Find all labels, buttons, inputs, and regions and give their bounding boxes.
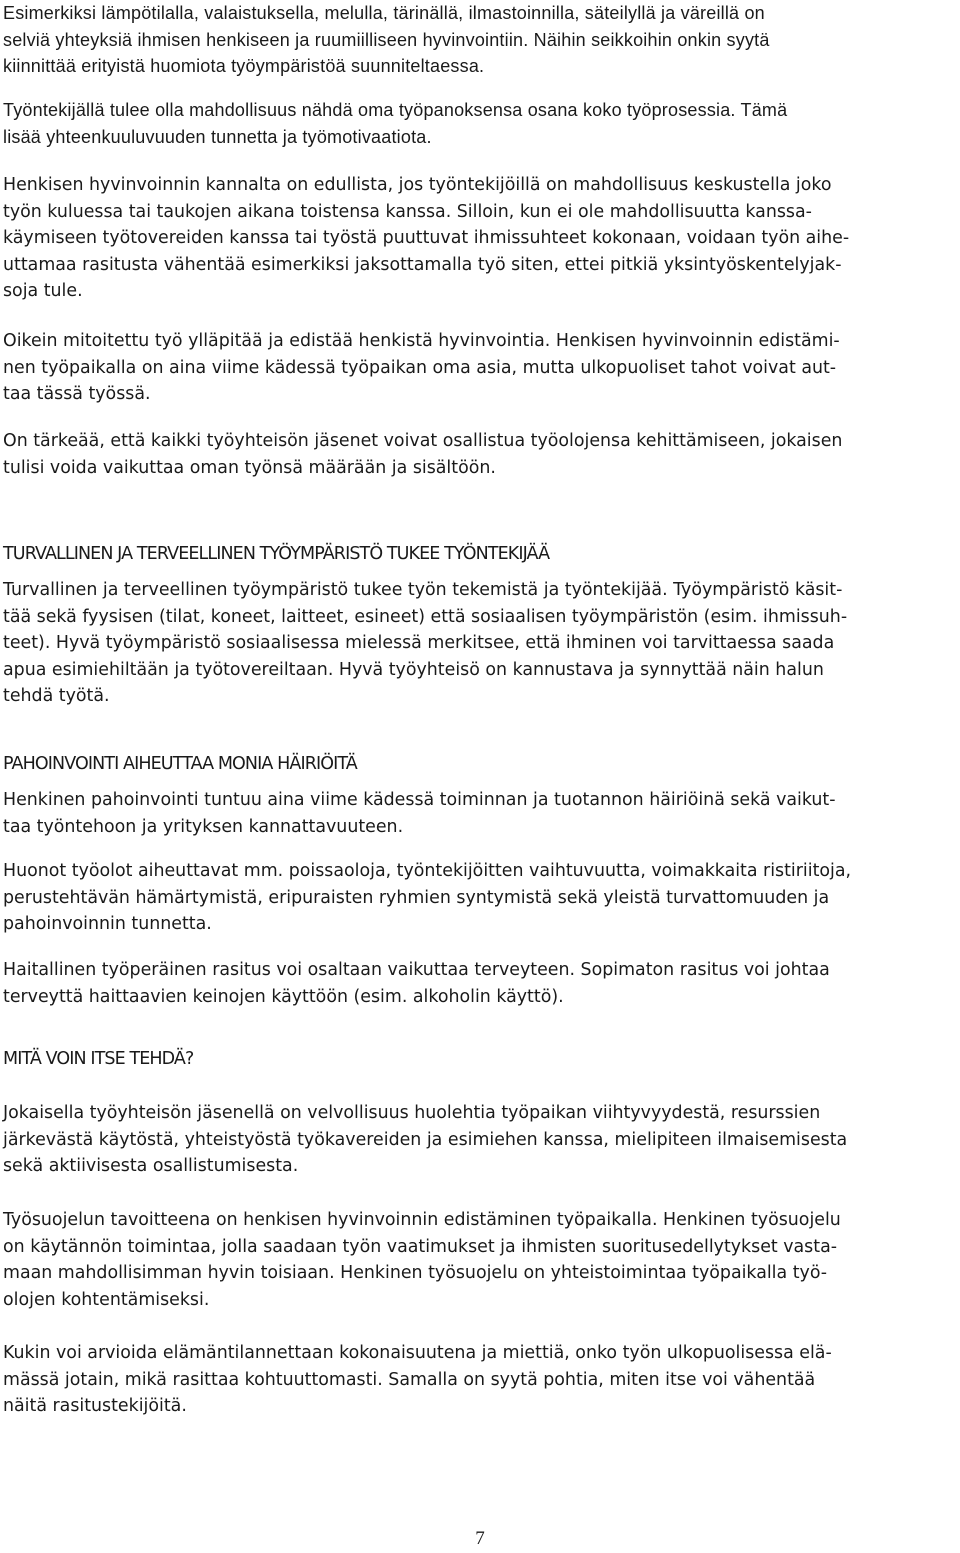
text-line: pahoinvoinnin tunnetta. <box>3 914 212 934</box>
text-line: käymiseen työtovereiden kanssa tai työstä puuttuvat ihmissuhteet kokonaan, voidaan työn aihe- <box>3 228 850 248</box>
text-line: näitä rasitustekijöitä. <box>3 1396 187 1416</box>
paragraph <box>3 1100 958 1180</box>
text-line: Kukin voi arvioida elämäntilannettaan kokonaisuutena ja miettiä, onko työn ulkopuolisessa elä- <box>3 1343 832 1363</box>
text-line: Huonot työolot aiheuttavat mm. poissaoloja, työntekijöitten vaihtuvuutta, voimakkaita ristiriitoja, <box>3 861 852 881</box>
text-line: selviä yhteyksiä ihmisen henkiseen ja ruumiilliseen hyvinvointiin. Näihin seikkoihin onkin syytä <box>3 29 770 50</box>
text-line: tää sekä fyysisen (tilat, koneet, laitteet, esineet) että sosiaalisen työympäristön (esim. ihmissuh- <box>3 606 848 627</box>
text-line: mässä jotain, mikä rasittaa kohtuuttomasti. Samalla on syytä pohtia, miten itse voi vähentää <box>3 1369 816 1390</box>
paragraph <box>3 328 958 408</box>
paragraph <box>3 1207 958 1313</box>
paragraph <box>3 1340 958 1420</box>
text-line: Työntekijällä tulee olla mahdollisuus nähdä oma työpanoksensa osana koko työprosessia. Tämä <box>3 100 788 120</box>
text-line: uttamaa rasitusta vähentää esimerkiksi jaksottamalla työ siten, ettei pitkiä yksintyöskentelyjak- <box>3 254 842 275</box>
text-line: Oikein mitoitettu työ ylläpitää ja edistää henkistä hyvinvointia. Henkisen hyvinvoinnin edistämi- <box>3 331 840 351</box>
text-line: apua esimiehiltään ja työtovereiltaan. Hyvä työyhteisö on kannustava ja synnyttää näin halun <box>3 659 824 680</box>
paragraph <box>3 0 958 80</box>
text-line: taa tässä työssä. <box>3 384 151 404</box>
text-line: soja tule. <box>3 281 83 301</box>
text-line: lisää yhteenkuuluvuuden tunnetta ja työmotivaatiota. <box>3 126 432 147</box>
text-line: taa työntehoon ja yrityksen kannattavuuteen. <box>3 816 404 837</box>
text-line: Esimerkiksi lämpötilalla, valaistuksella, melulla, tärinällä, ilmastoinnilla, säteilyllä ja väreillä on <box>3 3 765 23</box>
text-line: teet). Hyvä työympäristö sosiaalisessa mielessä merkitsee, että ihminen voi tarvittaessa saada <box>3 633 835 653</box>
page-number: 7 <box>475 1528 485 1549</box>
paragraph <box>3 172 958 305</box>
text-line: kiinnittää erityistä huomiota työympäristöä suunniteltaessa. <box>3 56 485 76</box>
section-heading: MITÄ VOIN ITSE TEHDÄ? <box>3 1049 194 1069</box>
paragraph <box>3 97 958 150</box>
section-heading: TURVALLINEN JA TERVEELLINEN TYÖYMPÄRISTÖ TUKEE TYÖNTEKIJÄÄ <box>3 544 550 564</box>
text-line: Turvallinen ja terveellinen työympäristö tukee työn tekemistä ja työntekijää. Työympäristö käsit- <box>3 580 843 600</box>
text-line: järkevästä käytöstä, yhteistyöstä työkavereiden ja esimiehen kanssa, mielipiteen ilmaisemisesta <box>3 1129 848 1150</box>
text-line: on käytännön toimintaa, jolla saadaan työn vaatimukset ja ihmisten suoritusedellytykset vasta- <box>3 1236 837 1257</box>
paragraph <box>3 858 958 938</box>
text-line: Työsuojelun tavoitteena on henkisen hyvinvoinnin edistäminen työpaikalla. Henkinen työsuojelu <box>3 1210 841 1230</box>
text-line: nen työpaikalla on aina viime kädessä työpaikan oma asia, mutta ulkopuoliset tahot voivat aut- <box>3 357 837 378</box>
paragraph <box>3 957 958 1010</box>
text-line: Haitallinen työperäinen rasitus voi osaltaan vaikuttaa terveyteen. Sopimaton rasitus voi johtaa <box>3 960 830 980</box>
section-heading: PAHOINVOINTI AIHEUTTAA MONIA HÄIRIÖITÄ <box>3 754 357 774</box>
text-line: terveyttä haittaavien keinojen käyttöön (esim. alkoholin käyttö). <box>3 986 564 1007</box>
text-line: sekä aktiivisesta osallistumisesta. <box>3 1156 299 1176</box>
text-line: Jokaisella työyhteisön jäsenellä on velvollisuus huolehtia työpaikan viihtyvyydestä, resurssien <box>3 1103 821 1123</box>
paragraph <box>3 428 958 481</box>
text-line: maan mahdollisimman hyvin toisiaan. Henkinen työsuojelu on yhteistoimintaa työpaikalla työ- <box>3 1263 828 1283</box>
text-line: Henkisen hyvinvoinnin kannalta on edullista, jos työntekijöillä on mahdollisuus keskustella joko <box>3 175 832 195</box>
paragraph <box>3 787 958 840</box>
text-line: tehdä työtä. <box>3 686 110 706</box>
text-line: perustehtävän hämärtymistä, eripuraisten ryhmien syntymistä sekä yleistä turvattomuuden ja <box>3 887 830 908</box>
paragraph <box>3 577 958 710</box>
text-line: tulisi voida vaikuttaa oman työnsä määrään ja sisältöön. <box>3 457 496 478</box>
text-line: Henkinen pahoinvointi tuntuu aina viime kädessä toiminnan ja tuotannon häiriöinä sekä vaikut- <box>3 790 836 810</box>
text-line: olojen kohtentämiseksi. <box>3 1289 210 1310</box>
text-line: työn kuluessa tai taukojen aikana toistensa kanssa. Silloin, kun ei ole mahdollisuutta kanssa- <box>3 201 812 222</box>
text-line: On tärkeää, että kaikki työyhteisön jäsenet voivat osallistua työolojensa kehittämiseen, jokaisen <box>3 431 843 451</box>
